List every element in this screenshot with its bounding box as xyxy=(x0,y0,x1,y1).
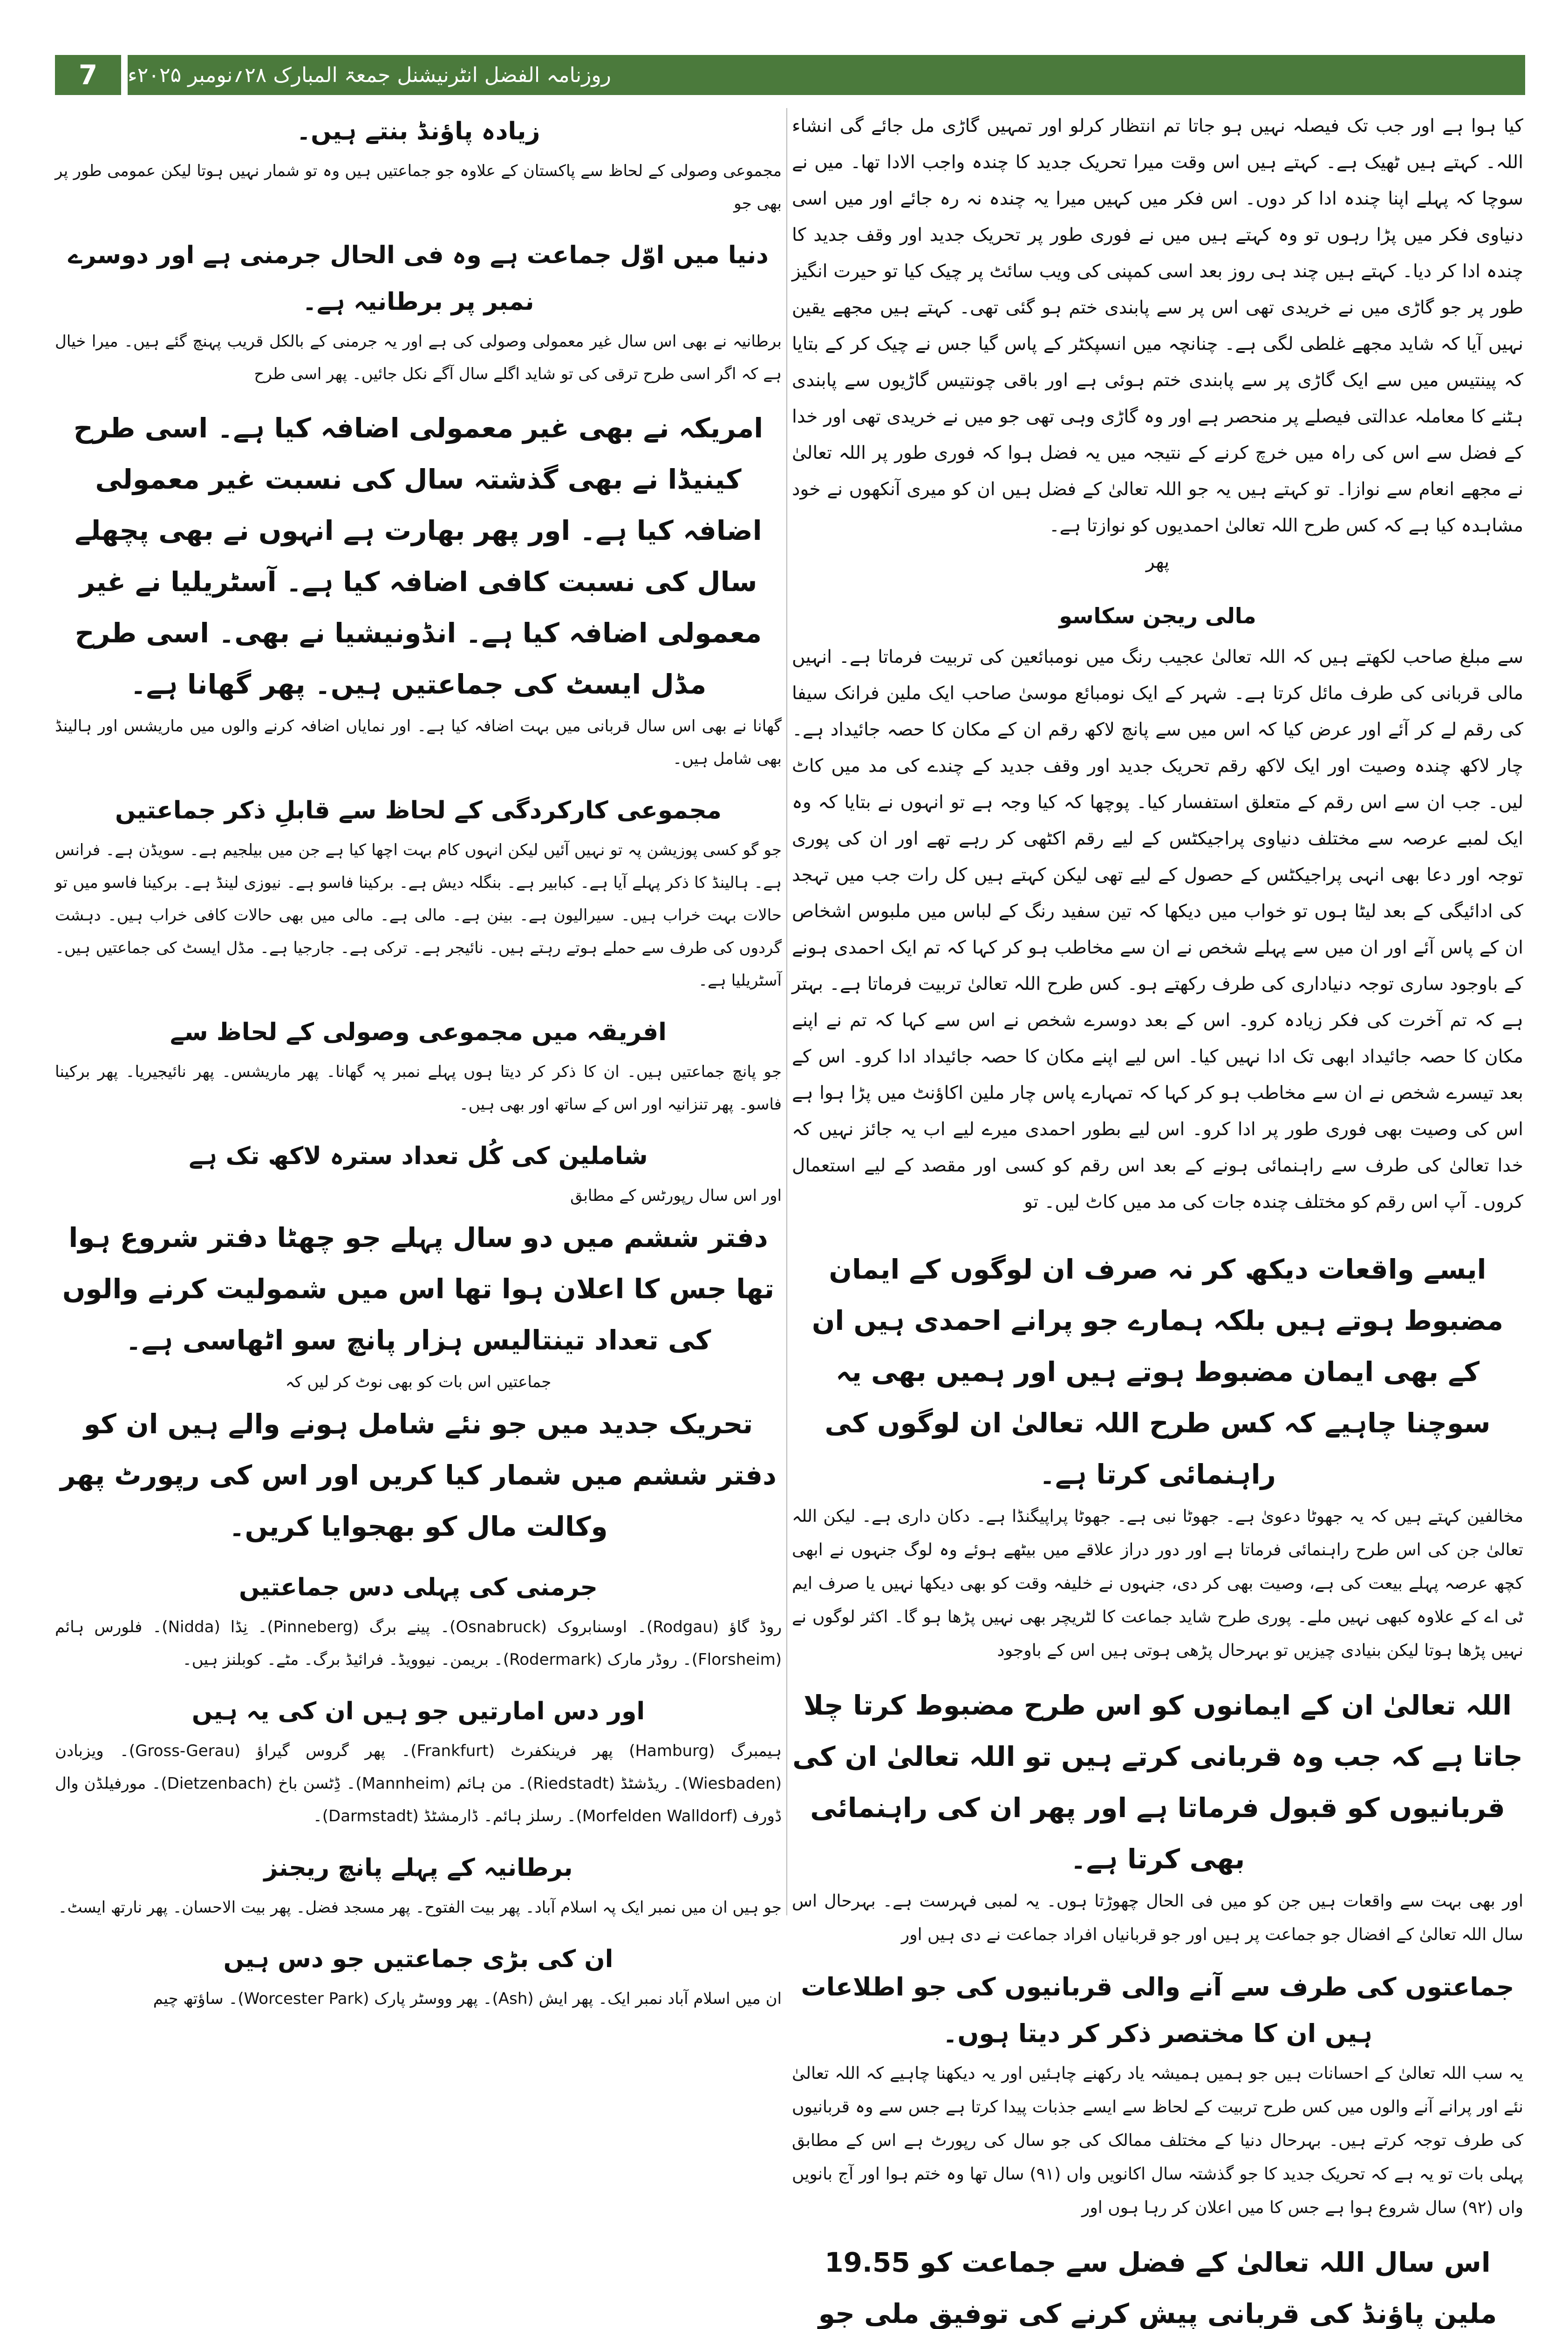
imarat-paragraph: ہیمبرگ (Hamburg) پھر فرینکفرٹ (Frankfurt)۔ پھر گروس گیراؤ (Gross-Gerau)۔ ویزبادن (Wiesbaden)۔ ریڈشٹڈ (Riedstadt)۔ من ہائم (Mannheim)۔ ڈِٹسن باخ (Dietzenbach)۔ مورفیلڈن وال ڈورف (Morfelden Walldorf)۔ رسلز ہائم۔ ڈارمشٹڈ (Darmstadt)۔ xyxy=(55,1742,782,1825)
column-separator xyxy=(786,108,787,1915)
masthead: روزنامہ الفضل انٹرنیشنل جمعۃ المبارک ۲۸؍نومبر ۲۰۲۵ء xyxy=(128,55,1525,95)
imarat-heading: اور دس امارتیں جو ہیں ان کی یہ ہیں xyxy=(191,1697,645,1725)
highlight-faith: ایسے واقعات دیکھ کر نہ صرف ان لوگوں کے ایمان مضبوط ہوتے ہیں بلکہ ہمارے جو پرانے احمدی ہیں ان کے بھی ایمان مضبوط ہوتے ہیں اور ہمیں بھی یہ سوچنا چاہیے کہ کس طرح اللہ تعالیٰ ان لوگوں کی راہنمائی کرتا ہے۔ xyxy=(811,1253,1504,1490)
critics-paragraph: مخالفین کہتے ہیں کہ یہ جھوٹا دعویٰ ہے۔ جھوٹا نبی ہے۔ جھوٹا پراپیگنڈا ہے۔ دکان داری ہے۔ لیکن اللہ تعالیٰ جن کی اس طرح راہنمائی فرماتا ہے اور دور دراز علاقے میں بیٹھے ہوئے وہ لوگ جنہوں نے ابھی کچھ عرصہ پہلے بیعت کی ہے، وصیت بھی کر دی، جنہوں نے خلیفہ وقت کو بھی دیکھا نہیں یا صرف ایم ٹی اے کے علاوہ کبھی نہیں ملے۔ پوری طرح شاید جماعت کا لٹریچر بھی نہیں پڑھا ہو گا۔ اکثر لوگوں نے نہیں پڑھا ہوتا لیکن بنیادی چیزیں تو بہرحال پڑھی ہوتی ہیں اس کے باوجود xyxy=(792,1507,1523,1660)
africa-paragraph: جو پانچ جماعتیں ہیں۔ ان کا ذکر کر دیتا ہوں پہلے نمبر پہ گھانا۔ پھر ماریشس۔ پھر نائیجیریا۔ پھر برکینا فاسو۔ پھر تنزانیہ اور اس کے ساتھ اور بھی ہیں۔ xyxy=(55,1062,782,1114)
note-ghana: گھانا نے بھی اس سال قربانی میں بہت اضافہ کیا ہے۔ اور نمایاں اضافہ کرنے والوں میں ماریشس اور ہالینڈ بھی شامل ہیں۔ xyxy=(55,717,782,768)
page-header xyxy=(55,55,1525,95)
more-events-paragraph: اور بھی بہت سے واقعات ہیں جن کو میں فی الحال چھوڑتا ہوں۔ یہ لمبی فہرست ہے۔ بہرحال اس سال اللہ تعالیٰ کے افضال جو جماعت پر ہیں اور جو قربانیاں افراد جماعت نے دی ہیں اور xyxy=(792,1892,1523,1944)
highlight-sacrifices: اللہ تعالیٰ ان کے ایمانوں کو اس طرح مضبوط کرتا چلا جاتا ہے کہ جب وہ قربانی کرتے ہیں تو اللہ تعالیٰ ان کی قربانیوں کو قبول فرماتا ہے اور پھر ان کی راہنمائی بھی کرتا ہے۔ xyxy=(792,1689,1523,1875)
uk-regions-heading: برطانیہ کے پہلے پانچ ریجنز xyxy=(264,1854,573,1882)
germany-first-heading: دنیا میں اوّل جماعت ہے وہ فی الحال جرمنی ہے اور دوسرے نمبر پر برطانیہ ہے۔ xyxy=(68,241,769,316)
right-column xyxy=(792,108,1523,2329)
germany-paragraph: روڈ گاؤ (Rodgau)۔ اوسنابروک (Osnabruck)۔ پینے برگ (Pinneberg)۔ نِڈا (Nidda)۔ فلورس ہائم (Florsheim)۔ روڈر مارک (Rodermark)۔ بریمن۔ نیوویڈ۔ فرائیڈ برگ۔ مٹے۔ کوبلنز ہیں۔ xyxy=(55,1618,782,1669)
uk-regions-paragraph: جو ہیں ان میں نمبر ایک پہ اسلام آباد۔ پھر بیت الفتوح۔ پھر مسجد فضل۔ پھر بیت الاحسان۔ پھر نارتھ ایسٹ۔ xyxy=(58,1898,782,1917)
germany-heading: جرمنی کی پہلی دس جماعتیں xyxy=(239,1573,598,1601)
performance-paragraph: جو گو کسی پوزیشن پہ تو نہیں آئیں لیکن انہوں کام بہت اچھا کیا ہے جن میں بیلجیم ہے۔ سویڈن ہے۔ فرانس ہے۔ ہالینڈ کا ذکر پہلے آیا ہے۔ کبابیر ہے۔ بنگلہ دیش ہے۔ برکینا فاسو ہے۔ نیوزی لینڈ ہے۔ برکینا فاسو میں تو حالات بہت خراب ہیں۔ سیرالیون ہے۔ بینن ہے۔ مالی ہے۔ مالی میں بھی حالات کافی خراب ہیں۔ دہشت گردوں کی طرف سے حملے ہوتے رہتے ہیں۔ نائیجر ہے۔ ترکی ہے۔ جارجیا ہے۔ مڈل ایسٹ کی جماعتیں ہیں۔ آسٹریلیا ہے۔ xyxy=(55,841,782,990)
uk-big-paragraph: ان میں اسلام آباد نمبر ایک۔ پھر ایش (Ash)۔ پھر ووسٹر پارک (Worcester Park)۔ ساؤتھ چیم xyxy=(153,1989,782,2008)
page-number: 7 xyxy=(55,55,121,95)
mali-paragraph: سے مبلغ صاحب لکھتے ہیں کہ اللہ تعالیٰ عجیب رنگ میں نومبائعین کی تربیت فرماتا ہے۔ انہیں مالی قربانی کی طرف مائل کرتا ہے۔ شہر کے ایک نومبائع موسیٰ صاحب ایک ملین فرانک سیفا کی رقم لے کر آئے اور عرض کیا کہ اس میں سے پانچ لاکھ رقم ان کے مکان کا حصہ جائیداد ہے۔ چار لاکھ چندہ وصیت اور ایک لاکھ رقم تحریک جدید اور وقف جدید کے چندے کی مد میں کاٹ لیں۔ جب ان سے اس رقم کے متعلق استفسار کیا۔ پوچھا کہ کیا وجہ ہے تو انہوں نے بتایا کہ وہ ایک لمبے عرصہ سے مختلف دنیاوی پراجیکٹس کے لیے رقم اکٹھی کر رہے تھے اور ان کی پوری توجہ اور دعا بھی انہی پراجیکٹس کے حصول کے لیے تھی لیکن کہتے ہیں کل رات جب میں تہجد کی ادائیگی کے بعد لیٹا ہوں تو خواب میں دیکھا کہ تین سفید رنگ کے لباس میں ملبوس اشخاص ان کے پاس آئے اور ان میں سے پہلے شخص نے ان سے مخاطب ہو کر کہا کہ تم ایک احمدی ہونے کے باوجود ساری توجہ دنیاداری کی طرف رکھتے ہو۔ کس طرح اللہ تعالیٰ تربیت فرماتا ہے۔ بہتر ہے کہ تم آخرت کی فکر زیادہ کرو۔ اس کے بعد دوسرے شخص نے اس سے کہا کہ تم نے اپنے مکان کا حصہ جائیداد ابھی تک ادا نہیں کیا۔ اس لیے اپنے مکان کا حصہ جائیداد ادا کرو۔ اس کے بعد تیسرے شخص نے ان سے مخاطب ہو کر کہا کہ تمہارے پاس چار ملین اکاؤنٹ میں پڑا ہوا ہے اس کی وصیت بھی فوری طور پر ادا کرو۔ اس لیے بطور احمدی میرے لیے اب یہ جائز نہیں کہ خدا تعالیٰ کی طرف سے راہنمائی ہونے کے بعد اس رقم کو کسی اور مقصد کے لیے استعمال کروں۔ آپ اس رقم کو مختلف چندہ جات کی مد میں کاٹ لیں۔ تو xyxy=(792,647,1523,1212)
highlight-america: امریکہ نے بھی غیر معمولی اضافہ کیا ہے۔ اسی طرح کینیڈا نے بھی گذشتہ سال کی نسبت غیر معمولی اضافہ کیا ہے۔ اور پھر بھارت ہے انہوں نے بھی پچھلے سال کی نسبت کافی اضافہ کیا ہے۔ آسٹریلیا نے غیر معمولی اضافہ کیا ہے۔ انڈونیشیا نے بھی۔ اسی طرح مڈل ایسٹ کی جماعتیں ہیں۔ پھر گھانا ہے۔ xyxy=(73,412,764,700)
intro-end: پھر xyxy=(1145,552,1170,572)
mali-heading: مالی ریجن سکاسو xyxy=(1059,603,1256,628)
participants-heading: شاملین کی کُل تعداد سترہ لاکھ تک ہے xyxy=(189,1142,648,1170)
section-heading: جماعتوں کی طرف سے آنے والی قربانیوں کی جو اطلاعات ہیں ان کا مختصر ذکر کر دیتا ہوں۔ xyxy=(801,1972,1514,2048)
highlight-total: اس سال اللہ تعالیٰ کے فضل سے جماعت کو 19.55 ملین پاؤنڈ کی قربانی پیش کرنے کی توفیق ملی جو xyxy=(818,2247,1497,2329)
note-overall: مجموعی وصولی کے لحاظ سے پاکستان کے علاوہ جو جماعتیں ہیں وہ تو شمار نہیں ہوتا لیکن عمومی طور پر بھی جو xyxy=(55,162,782,213)
blessings-paragraph: یہ سب اللہ تعالیٰ کے احسانات ہیں جو ہمیں ہمیشہ یاد رکھنے چاہئیں اور یہ دیکھنا چاہیے کہ اللہ تعالیٰ نئے اور پرانے آنے والوں میں کس طرح تربیت کے لحاظ سے ایسے جذبات پیدا کرتا ہے جس سے وہ قربانیوں کی طرف توجہ کرتے ہیں۔ بہرحال دنیا کے مختلف ممالک کی جو سال کی رپورٹ ہے اس کے مطابق پہلی بات تو یہ ہے کہ تحریک جدید کا جو گذشتہ سال اکانویں واں (۹۱) سال تھا وہ ختم ہوا اور آج بانویں واں (۹۲) سال شروع ہوا ہے جس کا میں اعلان کر رہا ہوں اور xyxy=(792,2064,1524,2217)
africa-heading: افریقہ میں مجموعی وصولی کے لحاظ سے xyxy=(170,1018,667,1046)
intro-paragraph: کیا ہوا ہے اور جب تک فیصلہ نہیں ہو جاتا تم انتظار کرلو اور تمہیں گاڑی مل جائے گی انشاء اللہ۔ کہتے ہیں ٹھیک ہے۔ کہتے ہیں اس وقت میرا تحریک جدید کا چندہ واجب الادا تھا۔ میں نے سوچا کہ پہلے اپنا چندہ ادا کر دوں۔ اس فکر میں کہیں میرا یہ چندہ نہ رہ جائے اور میں اسی دنیاوی فکر میں پڑا رہوں تو وہ کہتے ہیں میں نے فوری طور پر تحریک جدید اور وقف جدید کا چندہ ادا کر دیا۔ کہتے ہیں چند ہی روز بعد اسی کمپنی کی ویب سائٹ پر چیک کیا تو حیرت انگیز طور پر جو گاڑی میں نے خریدی تھی اس پر سے پابندی ختم ہو گئی تھی۔ کہتے ہیں مجھے یقین نہیں آیا کہ شاید مجھے غلطی لگی ہے۔ چنانچہ میں انسپکٹر کے پاس گیا جس نے چیک کر کے بتایا کہ پینتیس میں سے ایک گاڑی پر سے پابندی ختم ہوئی ہے اور باقی چونتیس گاڑیوں سے پابندی ہٹنے کا معاملہ عدالتی فیصلے پر منحصر ہے اور وہ گاڑی وہی تھی جو میں نے خریدی تھی اور خدا کے فضل سے اس کی راہ میں خرچ کرنے کے نتیجہ میں یہ فضل ہوا کہ فوری طور پر اللہ تعالیٰ نے مجھے انعام سے نوازا۔ تو کہتے ہیں یہ جو اللہ تعالیٰ کے فضل ہیں ان کو میری آنکھوں نے خود مشاہدہ کیا ہے کہ کس طرح اللہ تعالیٰ احمدیوں کو نوازتا ہے۔ xyxy=(792,116,1523,536)
note-jamaats: جماعتیں اس بات کو بھی نوٹ کر لیں کہ xyxy=(285,1373,552,1391)
note-reports: اور اس سال رپورٹس کے مطابق xyxy=(570,1186,782,1205)
note-uk: برطانیہ نے بھی اس سال غیر معمولی وصولی کی ہے اور یہ جرمنی کے بالکل قریب پہنچ گئے ہیں۔ میرا خیال ہے کہ اگر اسی طرح ترقی کی تو شاید اگلے سال آگے نکل جائیں۔ پھر اسی طرح xyxy=(55,332,782,383)
left-column xyxy=(55,108,782,2015)
performance-heading: مجموعی کارکردگی کے لحاظ سے قابلِ ذکر جماعتیں xyxy=(115,797,722,824)
uk-big-heading: ان کی بڑی جماعتیں جو دس ہیں xyxy=(223,1945,614,1973)
highlight-report: تحریک جدید میں جو نئے شامل ہونے والے ہیں ان کو دفتر ششم میں شمار کیا کریں اور اس کی رپورٹ پھر وکالت مال کو بھجوایا کریں۔ xyxy=(60,1408,777,1542)
highlight-daftar: دفتر ششم میں دو سال پہلے جو چھٹا دفتر شروع ہوا تھا جس کا اعلان ہوا تھا اس میں شمولیت کرنے والوں کی تعداد تینتالیس ہزار پانچ سو اٹھاسی ہے۔ xyxy=(62,1222,775,1356)
top-heading: زیادہ پاؤنڈ بنتے ہیں۔ xyxy=(296,117,540,145)
